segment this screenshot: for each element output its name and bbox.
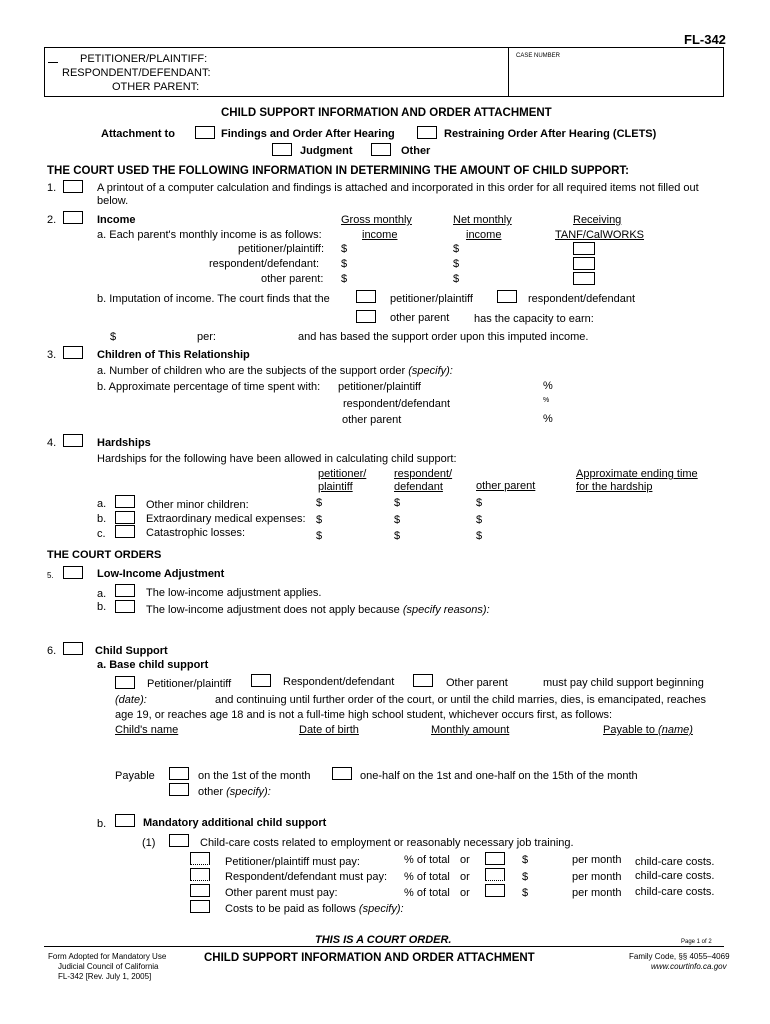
childcare-pet-dollar: $: [522, 854, 529, 866]
judgment-checkbox[interactable]: [272, 143, 292, 156]
imputation-other-label: other parent: [390, 312, 450, 324]
family-code: Family Code, §§ 4055–4069: [629, 952, 730, 961]
col-payable-label: Payable to: [603, 724, 655, 736]
time-pct-pet: %: [543, 380, 553, 392]
income-petitioner-label: petitioner/plaintiff:: [238, 243, 325, 255]
gross-dollar-pet: $: [341, 243, 348, 255]
item5a-letter: a.: [97, 588, 107, 600]
childcare-follows-text: [225, 903, 404, 915]
childcare-resp-or: or: [460, 871, 470, 883]
item3b-text: b. Approximate percentage of time spent with:: [97, 381, 321, 393]
capacity-text: has the capacity to earn:: [474, 313, 594, 325]
tanf-checkbox-resp[interactable]: [573, 257, 595, 270]
income-other-label: other parent:: [261, 273, 324, 285]
item4-number: 4.: [47, 437, 57, 449]
restraining-label: Restraining Order After Hearing (CLETS): [444, 128, 657, 140]
hardship-b-pet-dollar: $: [316, 514, 323, 526]
payable-other-label: other: [198, 786, 224, 798]
court-order-notice: THIS IS A COURT ORDER.: [315, 934, 452, 946]
childcare-other-or: or: [460, 887, 470, 899]
item6a-title: a. Base child support: [97, 659, 209, 671]
item6-number: 6.: [47, 645, 57, 657]
item5b-specify: (specify reasons):: [402, 604, 490, 616]
hardship-a-letter: a.: [97, 498, 107, 510]
childcare-other-dollar: $: [522, 887, 529, 899]
net-dollar-pet: $: [453, 243, 460, 255]
court-used-heading: THE COURT USED THE FOLLOWING INFORMATION IN DETERMINING THE AMOUNT OF CHILD SUPPORT:: [47, 165, 630, 177]
payable-first-checkbox[interactable]: [169, 767, 189, 780]
imputation-other-checkbox[interactable]: [356, 310, 376, 323]
item5b-letter: b.: [97, 601, 107, 613]
adopted-line3: FL-342 [Rev. July 1, 2005]: [58, 972, 152, 981]
case-number-label: CASE NUMBER: [516, 53, 561, 59]
hardship-b-label: Extraordinary medical expenses:: [146, 513, 306, 525]
item2b-text: b. Imputation of income. The court finds that the: [97, 293, 330, 305]
hardship-col-resp-1: respondent/: [394, 468, 453, 480]
item5-number: 5.: [47, 571, 54, 580]
other-attachment-checkbox[interactable]: [371, 143, 391, 156]
hardship-c-resp-dollar: $: [394, 530, 401, 542]
imputation-pet-label: petitioner/plaintiff: [390, 293, 473, 305]
hardship-a-pet-dollar: $: [316, 497, 323, 509]
capacity-dollar: $: [110, 331, 117, 343]
childcare-pet-or: or: [460, 854, 470, 866]
item3a-specify: (specify):: [408, 365, 453, 377]
childcare-pet-per: per month: [572, 854, 622, 866]
childcare-other-amount-checkbox[interactable]: [485, 884, 505, 897]
item4-checkbox[interactable]: [63, 434, 83, 447]
item6-title: Child Support: [95, 645, 168, 657]
item5b-label: The low-income adjustment does not apply because: [146, 604, 400, 616]
restraining-checkbox[interactable]: [417, 126, 437, 139]
childcare-pet-label: Petitioner/plaintiff must pay:: [225, 856, 360, 868]
hardship-c-pet-dollar: $: [316, 530, 323, 542]
payable-other-specify: (specify):: [226, 786, 271, 798]
col-payable-name: (name): [658, 724, 693, 736]
court-orders-heading: THE COURT ORDERS: [47, 549, 162, 561]
hardship-col-pet-2: plaintiff: [318, 481, 353, 493]
findings-checkbox[interactable]: [195, 126, 215, 139]
childcare-follows-specify: (specify):: [358, 903, 404, 915]
childcare-resp-checkbox[interactable]: [190, 868, 210, 881]
childcare-resp-dollar: $: [522, 871, 529, 883]
item2a-text: a. Each parent's monthly income is as follows:: [97, 229, 322, 241]
hardship-b-resp-dollar: $: [394, 514, 401, 526]
hardship-c-other-dollar: $: [476, 530, 483, 542]
hardship-c-letter: c.: [97, 528, 106, 540]
childcare-resp-pct: % of total: [404, 871, 450, 883]
payable-other-text: [198, 786, 271, 798]
gross-header-1: Gross monthly: [341, 214, 412, 226]
gross-dollar-resp: $: [341, 258, 348, 270]
time-respondent-label: respondent/defendant: [343, 398, 451, 410]
item1-text-line2: below.: [97, 195, 129, 207]
item5a-text: The low-income adjustment applies.: [146, 587, 322, 599]
gross-dollar-other: $: [341, 273, 348, 285]
tanf-header-1: Receiving: [573, 214, 622, 226]
court-url: www.courtinfo.ca.gov: [651, 962, 727, 971]
col-child-name: Child's name: [115, 724, 179, 736]
item6b-title: Mandatory additional child support: [143, 817, 327, 829]
hardship-a-checkbox[interactable]: [115, 495, 135, 508]
judgment-label: Judgment: [300, 145, 353, 157]
hardship-c-label: Catastrophic losses:: [146, 527, 246, 539]
form-id: FL-342: [684, 32, 726, 47]
continuing-line2: age 19, or reaches age 18 and is not a full-time high school student, whichever occurs first, as follows:: [115, 709, 613, 721]
item5-checkbox[interactable]: [63, 566, 83, 579]
item3-number: 3.: [47, 349, 57, 361]
payable-first-label: on the 1st of the month: [198, 770, 311, 782]
childcare-other-pct: % of total: [404, 887, 450, 899]
childcare-follows-checkbox[interactable]: [190, 900, 210, 913]
net-header-1: Net monthly: [453, 214, 512, 226]
income-respondent-label: respondent/defendant:: [209, 258, 320, 270]
caption-tick: [48, 62, 58, 63]
other-attachment-label: Other: [401, 145, 431, 157]
item6b-checkbox[interactable]: [115, 814, 135, 827]
adopted-line1: Form Adopted for Mandatory Use: [48, 952, 167, 961]
hardship-col-end-1: Approximate ending time: [576, 468, 698, 480]
childcare-resp-label: Respondent/defendant must pay:: [225, 871, 388, 883]
hardship-col-pet-1: petitioner/: [318, 468, 367, 480]
item3a-label: a. Number of children who are the subjects of the support order: [97, 365, 406, 377]
col-payable-to: [603, 724, 693, 736]
hardship-col-other: other parent: [476, 480, 536, 492]
item3-checkbox[interactable]: [63, 346, 83, 359]
footer-rule: [44, 946, 724, 947]
childcare-pet-checkbox[interactable]: [190, 852, 210, 865]
childcare-other-checkbox[interactable]: [190, 884, 210, 897]
footer-title: CHILD SUPPORT INFORMATION AND ORDER ATTACHMENT: [204, 952, 535, 964]
hardship-b-checkbox[interactable]: [115, 511, 135, 524]
time-other-label: other parent: [342, 414, 402, 426]
base-other-label: Other parent: [446, 677, 508, 689]
net-dollar-resp: $: [453, 258, 460, 270]
item4-title: Hardships: [97, 437, 151, 449]
page-title: CHILD SUPPORT INFORMATION AND ORDER ATTACHMENT: [221, 107, 552, 119]
childcare-resp-per: per month: [572, 871, 622, 883]
item6b1-checkbox[interactable]: [169, 834, 189, 847]
item5b-checkbox[interactable]: [115, 600, 135, 613]
net-dollar-other: $: [453, 273, 460, 285]
imputed-income-text: and has based the support order upon this imputed income.: [298, 331, 589, 343]
caption-divider: [508, 47, 509, 97]
childcare-resp-costs: child-care costs.: [635, 870, 715, 882]
hardship-col-end-2: for the hardship: [576, 481, 653, 493]
imputation-resp-label: respondent/defendant: [528, 293, 636, 305]
hardship-a-label: Other minor children:: [146, 499, 249, 511]
item2-number: 2.: [47, 214, 57, 226]
item6b1-text: Child-care costs related to employment or reasonably necessary job training.: [200, 837, 574, 849]
item2-title: Income: [97, 214, 136, 226]
col-date-of-birth: Date of birth: [299, 724, 359, 736]
page-number: Page 1 of 2: [681, 939, 712, 945]
base-pet-checkbox[interactable]: [115, 676, 135, 689]
item2-checkbox[interactable]: [63, 211, 83, 224]
imputation-pet-checkbox[interactable]: [356, 290, 376, 303]
childcare-other-label: Other parent must pay:: [225, 887, 338, 899]
tanf-checkbox-other[interactable]: [573, 272, 595, 285]
time-pct-other: %: [543, 413, 553, 425]
payable-half-label: one-half on the 1st and one-half on the 15th of the month: [360, 770, 638, 782]
continuing-line1: and continuing until further order of the court, or until the child marries, dies, is emancipated, reaches: [215, 694, 706, 706]
attachment-label: Attachment to: [101, 128, 175, 140]
item5-title: Low-Income Adjustment: [97, 568, 225, 580]
childcare-pet-costs: child-care costs.: [635, 856, 715, 868]
childcare-follows-label: Costs to be paid as follows: [225, 903, 356, 915]
date-label: (date):: [115, 694, 147, 706]
time-petitioner-label: petitioner/plaintiff: [338, 381, 421, 393]
hardship-c-checkbox[interactable]: [115, 525, 135, 538]
item1-text-line1: A printout of a computer calculation and findings is attached and incorporated in this order for all required items not filled out: [97, 182, 699, 194]
item6b1-number: (1): [142, 837, 156, 849]
childcare-resp-amount-checkbox[interactable]: [485, 868, 505, 881]
payable-other-checkbox[interactable]: [169, 783, 189, 796]
item5a-checkbox[interactable]: [115, 584, 135, 597]
other-parent-label: OTHER PARENT:: [112, 81, 200, 93]
findings-label: Findings and Order After Hearing: [221, 128, 395, 140]
petitioner-label: PETITIONER/PLAINTIFF:: [80, 53, 208, 65]
base-pet-label: Petitioner/plaintiff: [147, 678, 232, 690]
item6b-letter: b.: [97, 818, 107, 830]
item4-intro: Hardships for the following have been allowed in calculating child support:: [97, 453, 457, 465]
respondent-label: RESPONDENT/DEFENDANT:: [62, 67, 211, 79]
hardship-a-resp-dollar: $: [394, 497, 401, 509]
adopted-line2: Judicial Council of California: [58, 962, 159, 971]
payable-half-checkbox[interactable]: [332, 767, 352, 780]
gross-header-2: income: [362, 229, 398, 241]
time-pct-resp: %: [543, 397, 550, 404]
base-resp-label: Respondent/defendant: [283, 676, 395, 688]
childcare-pet-amount-checkbox[interactable]: [485, 852, 505, 865]
base-other-checkbox[interactable]: [413, 674, 433, 687]
tanf-header-2: TANF/CalWORKS: [555, 229, 645, 241]
net-header-2: income: [466, 229, 502, 241]
childcare-other-per: per month: [572, 887, 622, 899]
hardship-col-resp-2: defendant: [394, 481, 443, 493]
childcare-pet-pct: % of total: [404, 854, 450, 866]
childcare-other-costs: child-care costs.: [635, 886, 715, 898]
item6-checkbox[interactable]: [63, 642, 83, 655]
hardship-a-other-dollar: $: [476, 497, 483, 509]
item3-title: Children of This Relationship: [97, 349, 250, 361]
col-monthly-amount: Monthly amount: [431, 724, 510, 736]
hardship-b-letter: b.: [97, 513, 107, 525]
hardship-b-other-dollar: $: [476, 514, 483, 526]
payable-label: Payable: [115, 770, 155, 782]
imputation-resp-checkbox[interactable]: [497, 290, 517, 303]
beginning-text: must pay child support beginning: [543, 677, 704, 689]
item5b-text: [146, 604, 490, 616]
tanf-checkbox-pet[interactable]: [573, 242, 595, 255]
item1-checkbox[interactable]: [63, 180, 83, 193]
base-resp-checkbox[interactable]: [251, 674, 271, 687]
item1-number: 1.: [47, 182, 57, 194]
capacity-per: per:: [197, 331, 216, 343]
item3a-text: [97, 365, 453, 377]
